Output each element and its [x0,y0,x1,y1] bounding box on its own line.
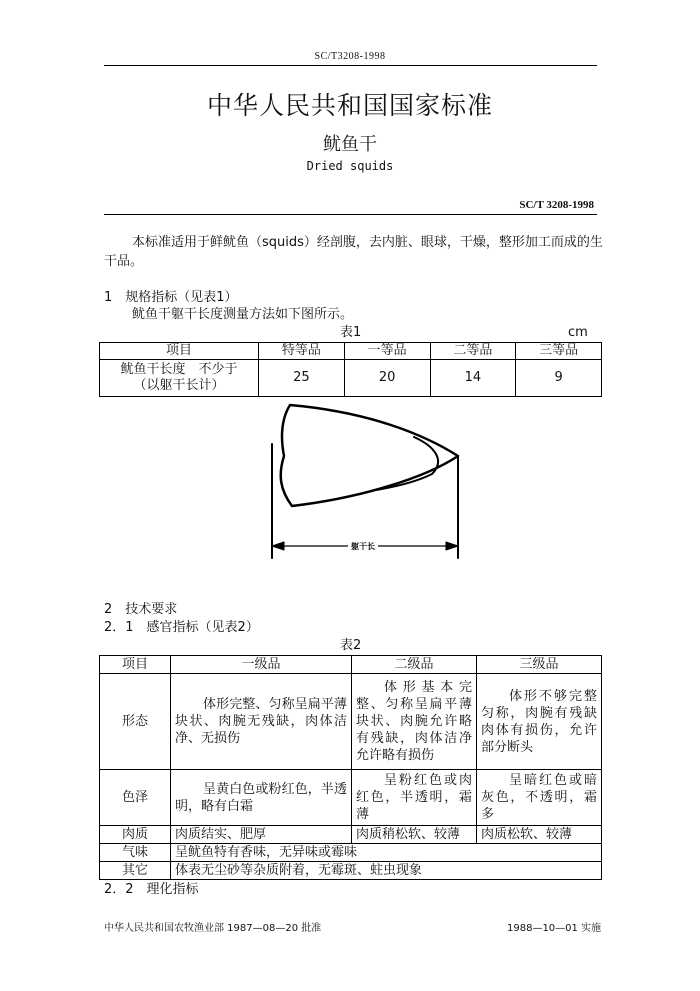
row-label-line: （以躯干长计） [133,378,225,393]
figure-label: 躯干长 [351,542,375,551]
table-cell: 25 [259,360,345,397]
document-title: 鱿鱼干 [323,134,377,155]
approval-note: 中华人民共和国农牧渔业部 1987—08—20 批准 [104,923,322,934]
section-1-text: 鱿鱼干躯干长度测量方法如下图所示。 [132,307,354,322]
table-header: 二级品 [352,656,477,674]
table-row [100,343,602,360]
table-header: 三等品 [516,343,602,360]
table-row [100,862,602,880]
table-row [100,360,602,397]
standard-number: SC/T 3208-1998 [519,199,594,211]
table-cell: 体形基本完整、匀称呈扁平薄块状、肉腕允许略有残缺，肉体洁净允许略有损伤 [352,674,477,770]
table-cell: 肉质结实、肥厚 [171,826,352,844]
table-header: 二等品 [430,343,516,360]
row-label: 其它 [100,862,171,880]
section-1-heading: 1 规格指标（见表1） [104,290,238,305]
table-row [100,770,602,826]
table-cell: 体形完整、匀称呈扁平薄块状、肉腕无残缺，肉体洁净、无损伤 [171,674,352,770]
table-1 [99,342,602,397]
squid-outline [281,405,458,506]
section-2-heading: 2 技术要求 [104,602,178,617]
table-2-caption: 表2 [340,638,362,653]
header-code: SC/T3208-1998 [314,51,386,62]
effective-date: 1988—10—01 实施 [507,923,602,934]
row-label: 色泽 [100,770,171,826]
table-2 [99,655,602,880]
table-row [100,674,602,770]
table-cell: 14 [430,360,516,397]
table-header: 一等品 [344,343,430,360]
table-cell: 肉质稍松软、较薄 [352,826,477,844]
squid-fin-line [376,437,438,490]
arrow-head-right [446,542,458,550]
row-label: 气味 [100,844,171,862]
table-cell: 体形不够完整匀称，肉腕有残缺肉体有损伤，允许部分断头 [477,674,602,770]
table-1-caption: 表1 [340,325,362,340]
section-2-2-heading: 2．2 理化指标 [104,882,199,897]
table-cell: 9 [516,360,602,397]
table-cell: 20 [344,360,430,397]
table-header: 三级品 [477,656,602,674]
english-title: Dried squids [306,159,394,173]
header-rule [104,65,597,66]
section-2-1-heading: 2．1 感官指标（见表2） [104,620,259,635]
arrow-head-left [272,542,284,550]
row-label: 形态 [100,674,171,770]
table-row [100,656,602,674]
row-label-line: 鱿鱼干长度 不少于 [120,362,238,377]
table-header: 特等品 [259,343,345,360]
row-label [100,360,259,397]
table-header: 项目 [100,656,171,674]
intro-paragraph: 本标准适用于鲜鱿鱼（squids）经剖腹，去内脏、眼球，干燥，整形加工而成的生干品。 [104,235,603,269]
table-cell: 呈粉红色或肉红色，半透明，霜薄 [352,770,477,826]
table-1-unit: cm [568,325,588,340]
table-row [100,826,602,844]
table-header: 一级品 [171,656,352,674]
table-cell: 体表无尘砂等杂质附着，无霉斑、蛀虫现象 [171,862,602,880]
table-cell: 呈黄白色或粉红色，半透明，略有白霜 [171,770,352,826]
title-rule [104,214,597,215]
table-cell: 肉质松软、较薄 [477,826,602,844]
row-label: 肉质 [100,826,171,844]
table-cell: 呈鱿鱼特有香味，无异味或霉味 [171,844,602,862]
table-cell: 呈暗红色或暗灰色，不透明，霜多 [477,770,602,826]
squid-measurement-figure [250,400,470,580]
table-row [100,844,602,862]
table-header: 项目 [100,343,259,360]
page-title: 中华人民共和国国家标准 [206,91,493,120]
